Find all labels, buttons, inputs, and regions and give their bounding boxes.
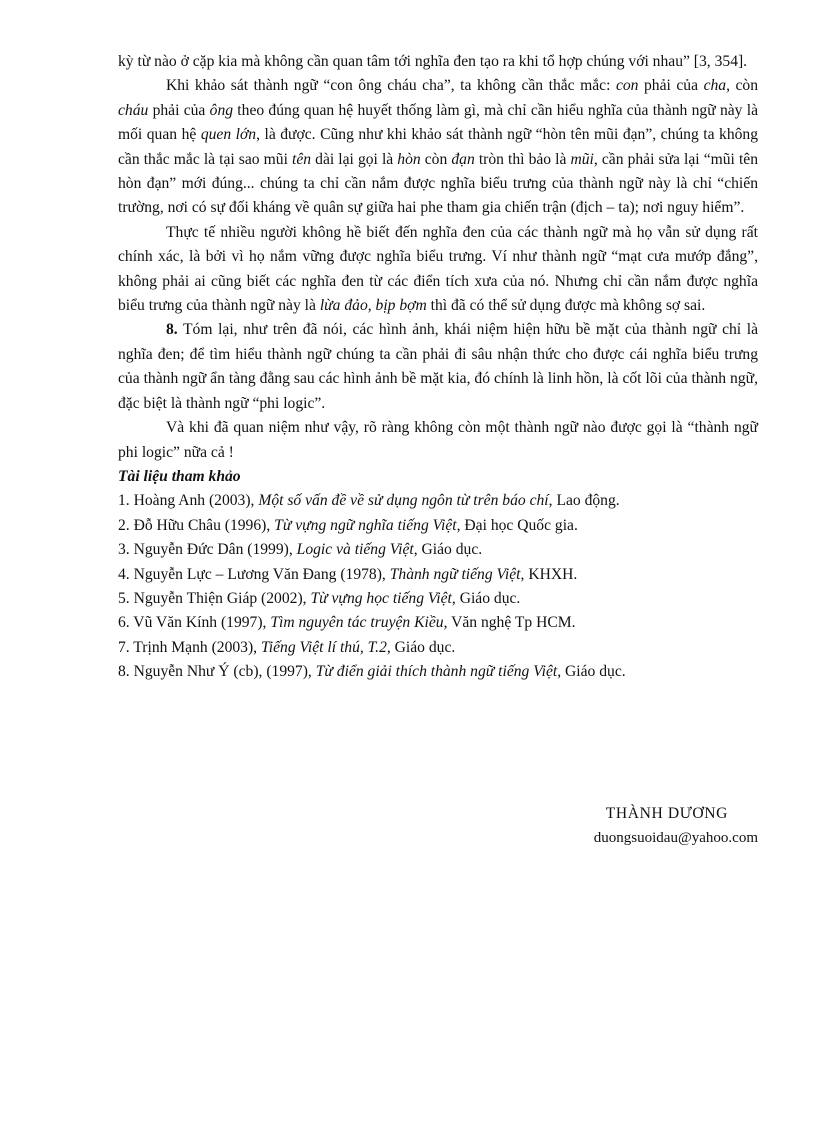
section-number: 8. [166, 321, 178, 339]
summary-text [118, 321, 758, 411]
reference-italic-run: Từ vựng ngữ nghĩa tiếng Việt [274, 516, 457, 534]
reference-run: 7. Trịnh Mạnh (2003), [118, 638, 261, 656]
reference-italic-run: Logic và tiếng Việt [296, 541, 414, 559]
reference-run: 5. Nguyễn Thiện Giáp (2002), [118, 589, 311, 607]
reference-italic-run: Tiếng Việt lí thú, T.2 [260, 638, 387, 656]
reference-italic-run: Một số vấn đề về sử dụng ngôn từ trên báo chí [258, 492, 549, 510]
text-run: Và khi đã quan niệm như vậy, rõ ràng không còn một thành ngữ nào được gọi là “thành ngữ phi logic” nữa cả ! [118, 419, 758, 461]
paragraph-con-ong-chau-cha [118, 74, 758, 220]
signature-block [118, 802, 758, 851]
reference-item-8 [118, 660, 758, 684]
text-italic-run: mũi [570, 150, 594, 168]
paragraph-mat-cua-muop-dang [118, 221, 758, 319]
text-italic-run: tên [292, 150, 312, 168]
paragraph-conclusion [118, 416, 758, 465]
text-run: kỳ từ nào ở cặp kia mà không cần quan tâm tới nghĩa đen tạo ra khi tổ hợp chúng với nhau” [3, 354]. [118, 53, 748, 70]
reference-run: , Giáo dục. [451, 589, 521, 607]
text-run: phải của [638, 77, 704, 95]
text-run: Thực tế nhiều người không hề biết đến nghĩa đen của các thành ngữ mà họ vẫn sử dụng rất chính xác, là bởi vì họ nắm vững được nghĩa biểu trưng. Ví như thành ngữ “mạt cưa mướp đắng”, không phải ai cũng biết các nghĩa đen từ các điển tích xưa của nó. Nhưng chỉ cần nắm được nghĩa biểu trưng của thành ngữ này là [118, 223, 758, 315]
text-run: Khi khảo sát thành ngữ “con ông cháu cha”, ta không cần thắc mắc: [166, 77, 616, 95]
reference-run: 4. Nguyễn Lực – Lương Văn Đang (1978), [118, 565, 390, 583]
reference-item-4 [118, 563, 758, 587]
reference-run: , Lao động. [548, 492, 620, 510]
reference-run: 6. Vũ Văn Kính (1997), [118, 614, 271, 632]
text-italic-run: con [615, 77, 639, 95]
text-run: , là được. Cũng như khi khảo sát thành ngữ “hòn tên mũi đạn”, chúng ta không cần thắc mắc là tại sao mũi [118, 126, 759, 168]
text-run: thì đã có thể sử dụng được mà không sợ sai. [426, 297, 706, 315]
text-run: phải của [148, 101, 210, 119]
text-run: dài lại gọi là [311, 150, 398, 168]
text-italic-run: quen lớn [200, 126, 257, 144]
author-email: duongsuoidau@yahoo.com [593, 830, 758, 847]
text-run: , còn [726, 77, 759, 95]
reference-run: , Giáo dục. [413, 541, 483, 559]
references-heading: Tài liệu tham khảo [118, 467, 241, 485]
references-list [118, 489, 758, 684]
text-italic-run: cha [703, 77, 727, 95]
reference-item-7 [118, 636, 758, 660]
text-run: còn [420, 150, 452, 168]
text-italic-run: cháu [118, 101, 149, 119]
reference-item-3 [118, 538, 758, 562]
reference-run: 1. Hoàng Anh (2003), [118, 492, 259, 510]
text-run: , cần phải sửa lại “mũi tên hòn đạn” mới đúng... chúng ta chỉ cần nắm được nghĩa biểu trưng của thành ngữ này là chỉ “chiến trường, nơi có sự đối kháng về quân sự giữa hai phe tham gia chiến trận (địch – ta); nơi nguy hiểm”. [118, 150, 759, 217]
document-page [118, 50, 759, 847]
reference-run: 8. Nguyễn Như Ý (cb), (1997), [118, 663, 316, 681]
reference-italic-run: Từ điển giải thích thành ngữ tiếng Việt [315, 663, 558, 681]
paragraph-summary [118, 318, 758, 416]
reference-run: , Giáo dục. [557, 663, 626, 681]
reference-run: 2. Đỗ Hữu Châu (1996), [118, 516, 275, 534]
reference-item-2 [118, 514, 758, 538]
text-run: Tóm lại, như trên đã nói, các hình ảnh, khái niệm hiện hữu bề mặt của thành ngữ chỉ là nghĩa đen; để tìm hiểu thành ngữ chúng ta cần phải đi sâu nhận thức cho được cái nghĩa biểu trưng của thành ngữ ẩn tàng đằng sau các hình ảnh bề mặt kia, đó chính là linh hồn, là cốt lõi của thành ngữ, đặc biệt là thành ngữ “phi logic”. [118, 321, 758, 412]
reference-item-1 [118, 489, 758, 513]
reference-run: , Giáo dục. [386, 638, 456, 656]
reference-run: , KHXH. [520, 565, 578, 583]
reference-run: , Văn nghệ Tp HCM. [443, 614, 576, 632]
reference-run: , Đại học Quốc gia. [456, 516, 578, 534]
text-italic-run: ông [209, 101, 234, 119]
reference-item-6 [118, 611, 758, 635]
text-italic-run: lừa đảo, bịp bợm [319, 297, 427, 315]
text-italic-run: hòn [397, 150, 421, 168]
text-run: theo đúng quan hệ huyết thống làm gì, mà chỉ cần hiểu nghĩa của thành ngữ này là mối quan hệ [118, 101, 758, 144]
author-name: THÀNH DƯƠNG [605, 805, 728, 822]
paragraph-continuation [118, 50, 758, 74]
text-run: tròn thì bảo là [474, 150, 571, 168]
reference-item-5 [118, 587, 758, 611]
reference-italic-run: Từ vựng học tiếng Việt [310, 589, 452, 607]
reference-run: 3. Nguyễn Đức Dân (1999), [118, 541, 297, 559]
text-italic-run: đạn [451, 150, 475, 168]
reference-italic-run: Tìm nguyên tác truyện Kiều [270, 614, 444, 632]
reference-italic-run: Thành ngữ tiếng Việt [389, 565, 521, 583]
